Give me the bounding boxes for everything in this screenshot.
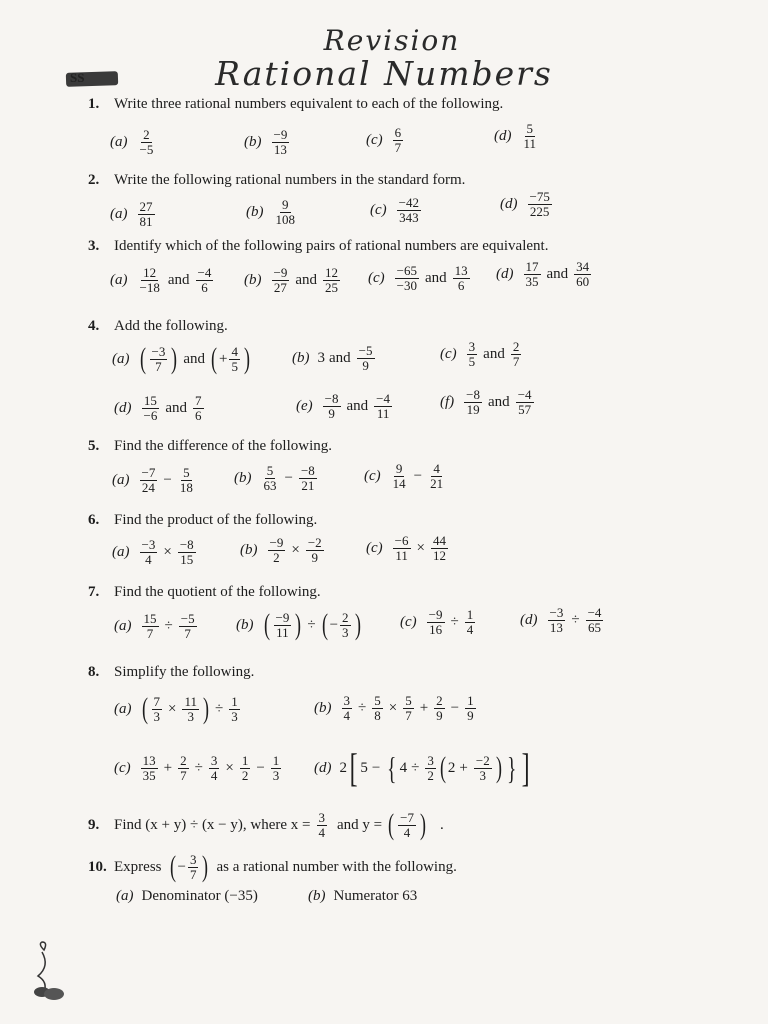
fraction: $\frac{2}{7}$ — [512, 339, 520, 369]
question-4: 4. Add the following. — [88, 318, 228, 334]
q6-part-a: (a) $\frac{-3}{4}$ × $\frac{-8}{15}$ — [112, 537, 194, 567]
q6-part-b: (b) $\frac{-9}{2}$ × $\frac{-2}{9}$ — [240, 535, 322, 565]
page-subtitle: Rational Numbers — [215, 54, 553, 93]
question-text: Write three rational numbers equivalent to each of the following. — [114, 96, 504, 112]
fraction: $\frac{12}{25}$ — [325, 265, 339, 295]
page-title: Revision — [323, 24, 461, 57]
q8-part-c: (c) $\frac{13}{35}$ + $\frac{2}{7}$ ÷ $\frac{3}{4}$ × $\frac{1}{2}$ − $\frac{1}{3}$ — [114, 753, 280, 783]
smudge-label: SS — [70, 70, 85, 85]
fraction: $\frac{34}{60}$ — [576, 259, 590, 289]
question-number: 1. — [88, 96, 100, 112]
q3-part-d: (d) $\frac{17}{35}$ and $\frac{34}{60}$ — [496, 259, 590, 289]
fraction: $\frac{-4}{11}$ — [376, 391, 391, 421]
q1-part-b: (b) $\frac{-9}{13}$ — [244, 127, 288, 157]
question-8: 8. Simplify the following. — [88, 664, 255, 680]
q4-part-f: (f) $\frac{-8}{19}$ and $\frac{-4}{57}$ — [440, 387, 532, 417]
fraction: $\frac{6}{7}$ — [394, 125, 402, 155]
q5-part-a: (a) $\frac{-7}{24}$ − $\frac{5}{18}$ — [112, 465, 193, 495]
q2-part-d: (d) $\frac{-75}{225}$ — [500, 189, 550, 219]
q7-part-c: (c) $\frac{-9}{16}$ ÷ $\frac{1}{4}$ — [400, 607, 474, 637]
question-2: 2. Write the following rational numbers in the standard form. — [88, 172, 466, 188]
q5-part-b: (b) $\frac{5}{63}$ − $\frac{-8}{21}$ — [234, 463, 315, 493]
q3-part-c: (c) $\frac{-65}{-30}$ and $\frac{13}{6}$ — [368, 263, 468, 293]
question-6: 6. Find the product of the following. — [88, 512, 318, 528]
q10-part-a: (a) Denominator (−35) — [116, 888, 258, 904]
q1-part-c: (c) $\frac{6}{7}$ — [366, 125, 402, 155]
q4-part-c: (c) $\frac{3}{5}$ and $\frac{2}{7}$ — [440, 339, 520, 369]
q7-part-d: (d) $\frac{-3}{13}$ ÷ $\frac{-4}{65}$ — [520, 605, 602, 635]
fraction: $\frac{-4}{57}$ — [517, 387, 532, 417]
q10-part-b: (b) Numerator 63 — [308, 888, 418, 904]
question-5: 5. Find the difference of the following. — [88, 438, 332, 454]
fraction: $\frac{13}{6}$ — [454, 263, 468, 293]
question-3: 3. Identify which of the following pairs of rational numbers are equivalent. — [88, 238, 549, 254]
q8-part-a: (a) ( $\frac{7}{3}$ × $\frac{11}{3}$ ) ÷ $\frac{1}{3}$ — [114, 692, 238, 725]
q1-part-a: (a) $\frac{2}{-5}$ — [110, 127, 154, 157]
fraction: $\frac{-75}{225}$ — [529, 189, 550, 219]
fraction: $\frac{17}{35}$ — [525, 259, 539, 289]
q3-part-b: (b) $\frac{-9}{27}$ and $\frac{12}{25}$ — [244, 265, 339, 295]
fraction: $\frac{-65}{-30}$ — [396, 263, 417, 293]
q2-part-b: (b) $\frac{9}{108}$ — [246, 197, 295, 227]
q8-part-d: (d) 2 [ 5 − { 4 ÷ $\frac{3}{2}$ ( 2 + $\frac{-2}{3}$ ) } ] — [314, 745, 530, 790]
question-10: 10. Express ( − $\frac{3}{7}$ ) as a rational number with the following. — [88, 850, 457, 883]
fraction: $\frac{2}{-5}$ — [139, 127, 154, 157]
fraction: $\frac{5}{11}$ — [523, 121, 537, 151]
q6-part-c: (c) $\frac{-6}{11}$ × $\frac{44}{12}$ — [366, 533, 446, 563]
plant-doodle — [28, 940, 78, 1010]
q2-part-a: (a) $\frac{27}{81}$ — [110, 199, 153, 229]
fraction: $\frac{-9}{27}$ — [273, 265, 288, 295]
q4-part-a: (a) ( $\frac{-3}{7}$ ) and ( + $\frac{4}{5}$ ) — [112, 342, 250, 375]
fraction: $\frac{-4}{6}$ — [197, 265, 212, 295]
question-7: 7. Find the quotient of the following. — [88, 584, 321, 600]
q7-part-b: (b) ( $\frac{-9}{11}$ ) ÷ ( − $\frac{2}{3}$ ) — [236, 608, 361, 641]
fraction: $\frac{-8}{19}$ — [466, 387, 481, 417]
fraction: $\frac{12}{-18}$ — [139, 265, 160, 295]
fraction: $\frac{7}{6}$ — [195, 393, 202, 423]
fraction: $\frac{-8}{9}$ — [324, 391, 339, 421]
q4-part-d: (d) $\frac{15}{-6}$ and $\frac{7}{6}$ — [114, 393, 202, 423]
q5-part-c: (c) $\frac{9}{14}$ − $\frac{4}{21}$ — [364, 461, 444, 491]
q4-part-e: (e) $\frac{-8}{9}$ and $\frac{-4}{11}$ — [296, 391, 391, 421]
q1-part-d: (d) $\frac{5}{11}$ — [494, 121, 537, 151]
fraction: $\frac{15}{-6}$ — [143, 393, 158, 423]
q7-part-a: (a) $\frac{15}{7}$ ÷ $\frac{-5}{7}$ — [114, 611, 195, 641]
fraction: $\frac{9}{108}$ — [275, 197, 295, 227]
fraction: $\frac{-9}{13}$ — [273, 127, 288, 157]
fraction: $\frac{-42}{343}$ — [398, 195, 419, 225]
fraction: $\frac{27}{81}$ — [139, 199, 153, 229]
question-9: 9. Find (x + y) ÷ (x − y), where x = $\frac{3}{4}$ and y = ( $\frac{-7}{4}$ ) . — [88, 808, 444, 841]
q8-part-b: (b) $\frac{3}{4}$ ÷ $\frac{5}{8}$ × $\frac{5}{7}$ + $\frac{2}{9}$ − $\frac{1}{9}$ — [314, 693, 474, 723]
fraction: $\frac{3}{5}$ — [468, 339, 476, 369]
q2-part-c: (c) $\frac{-42}{343}$ — [370, 195, 419, 225]
q4-part-b: (b) 3 and $\frac{-5}{9}$ — [292, 343, 373, 373]
fraction: $\frac{-3}{7}$ — [151, 343, 166, 374]
question-1 — [88, 96, 503, 113]
fraction: $\frac{4}{5}$ — [231, 343, 238, 374]
q3-part-a: (a) $\frac{12}{-18}$ and $\frac{-4}{6}$ — [110, 265, 212, 295]
fraction: $\frac{-5}{9}$ — [358, 343, 373, 373]
